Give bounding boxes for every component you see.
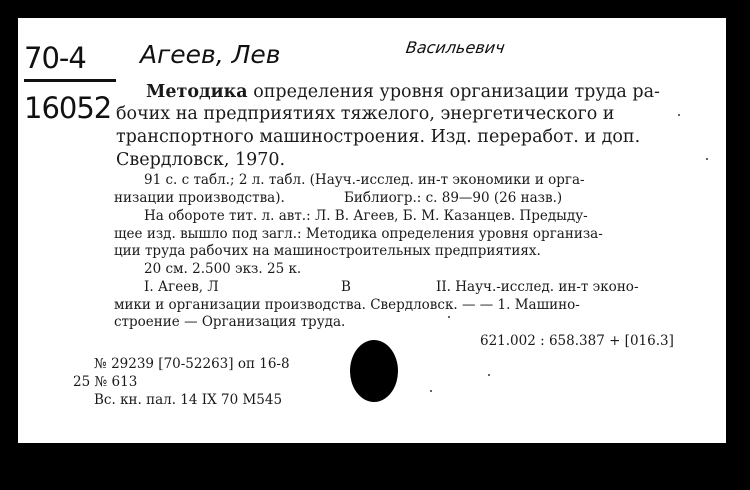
added-entry-1: I. Агеев, Л (144, 279, 219, 295)
note-line-1: На обороте тит. л. авт.: Л. В. Агеев, Б. М. Казанцев. Предыду- (144, 208, 588, 224)
description-line-1: 91 с. с табл.; 2 л. табл. (Науч.-исслед. ин-т экономики и орга- (144, 172, 585, 188)
description-line-2b: Библиогр.: с. 89—90 (26 назв.) (344, 190, 563, 206)
punch-hole (350, 340, 398, 402)
dust-speck (678, 114, 680, 116)
title-line-1-rest: определения уровня организации труда ра- (253, 82, 660, 102)
classification-index: 621.002 : 658.387 + [016.3] (480, 333, 674, 349)
added-entry-3: мики и организации производства. Свердловск. — — 1. Машино- (114, 297, 580, 313)
title-line-1 (146, 82, 660, 102)
call-number-divider (24, 79, 116, 82)
note-line-3: ции труда рабочих на машиностроительных предприятиях. (114, 243, 541, 259)
order-line-1: № 29239 [70-52263] оп 16-8 (94, 356, 290, 372)
order-line-3: Вс. кн. пал. 14 IX 70 М545 (94, 392, 283, 408)
note-line-2: щее изд. вышло под загл.: Методика определения уровня организа- (114, 226, 603, 242)
dust-speck (488, 374, 490, 376)
call-number-bottom: 16052 (24, 91, 112, 125)
title-line-4: Свердловск, 1970. (116, 150, 286, 170)
call-number-top: 70-4 (24, 41, 86, 75)
order-line-2: 25 № 613 (73, 374, 138, 390)
title-line-3: транспортного машиностроения. Изд. переработ. и доп. (116, 127, 641, 147)
catalog-card (18, 18, 726, 443)
dust-speck (430, 390, 432, 392)
handwritten-author: Агеев, Лев (140, 40, 281, 69)
added-entry-2: II. Науч.-исслед. ин-т эконо- (436, 279, 639, 295)
added-entry-1-initial: В (341, 279, 351, 295)
handwritten-patronymic: Васильевич (404, 38, 507, 57)
title-line-2: бочих на предприятиях тяжелого, энергетического и (116, 104, 615, 124)
dust-speck (448, 316, 450, 318)
added-entry-4: строение — Организация труда. (114, 314, 346, 330)
title-bold-word: Методика (146, 82, 248, 102)
description-line-2a: низации производства). (114, 190, 285, 206)
dust-speck (706, 158, 708, 160)
format-line: 20 см. 2.500 экз. 25 к. (144, 261, 302, 277)
